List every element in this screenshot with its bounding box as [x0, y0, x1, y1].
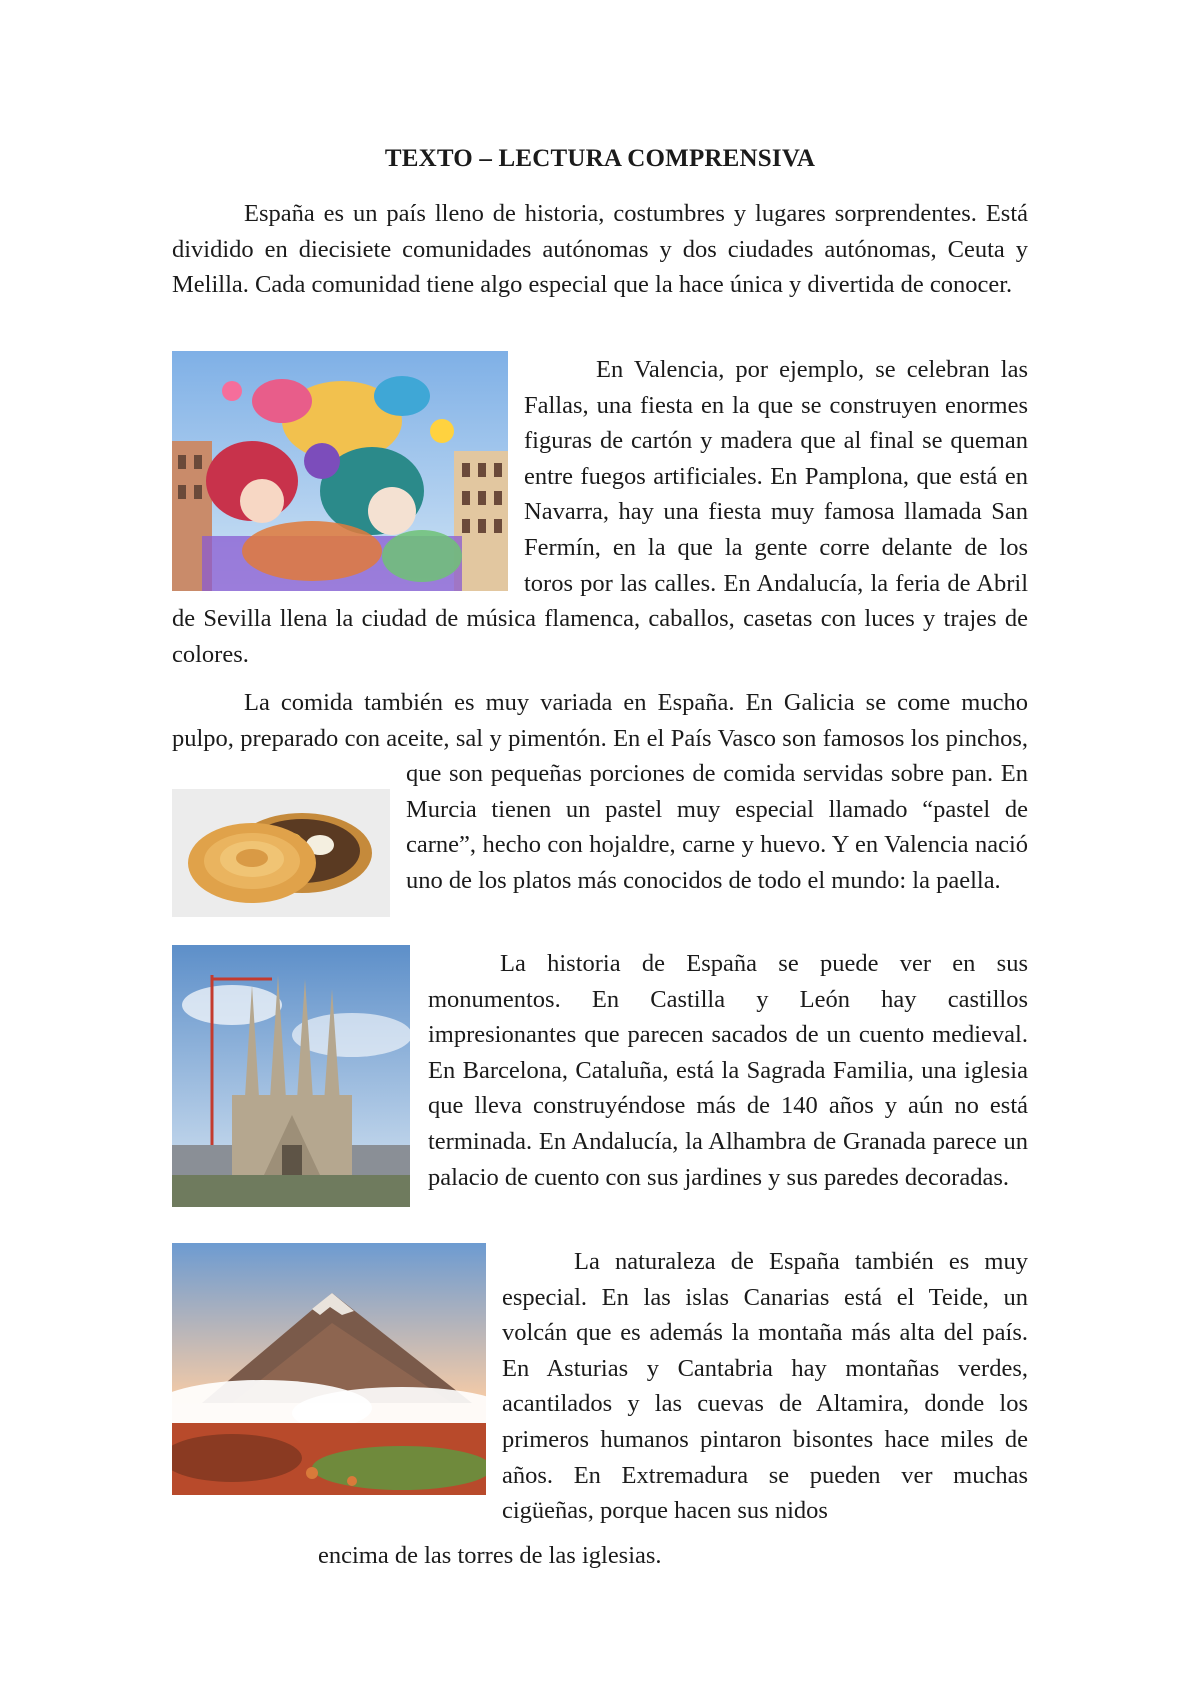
paragraph-naturaleza-last-line: encima de las torres de las iglesias. — [318, 1542, 662, 1569]
teide-photo — [172, 1243, 486, 1495]
fallas-photo — [172, 351, 508, 591]
paragraph-intro-text: España es un país lleno de historia, costumbres y lugares sorprendentes. Está dividido en diecisiete comunidades autónomas y dos ciudades autónomas, Ceuta y Melilla. Cada comunidad tiene algo especial que la hace única y divertida de conocer. — [172, 200, 1028, 299]
paragraph-naturaleza-text: La naturaleza de España también es muy especial. En las islas Canarias está el Teide, un volcán que es además la montaña más alta del país. En Asturias y Cantabria hay montañas verdes, acantilados y las cuevas de Altamira, donde los primeros humanos pintaron bisontes hace miles de años. En Extremadura se pueden ver muchas cigüeñas, porque hacen sus nidos — [502, 1248, 1028, 1525]
pastel-de-carne-photo — [172, 789, 390, 917]
fallas-image — [172, 351, 508, 591]
sagrada-familia-photo — [172, 945, 410, 1207]
paragraph-naturaleza — [172, 1244, 1028, 1529]
paragraph-intro — [172, 196, 1028, 303]
pastel-image — [172, 789, 390, 917]
paragraph-historia — [172, 946, 1028, 1207]
paragraph-historia-text: La historia de España se puede ver en sus monumentos. En Castilla y León hay castillos impresionantes que parecen sacados de un cuento medieval. En Barcelona, Cataluña, está la Sagrada Familia, una iglesia que lleva construyéndose más de 140 años y aún no está terminada. En Andalucía, la Alhambra de Granada parece un palacio de cuento con sus jardines y sus paredes decoradas. — [428, 950, 1028, 1191]
document-title: TEXTO – LECTURA COMPRENSIVA — [384, 145, 816, 172]
paragraph-comida-text: La comida también es muy variada en España. En Galicia se come mucho pulpo, preparado con aceite, sal y pimentón. En el País Vasco son famosos los pinchos, que son pequeñas porciones de comida servidas sobre pan. En Murcia tienen un pastel muy especial llamado “pastel de carne”, hecho con hojaldre, carne y huevo. Y en Valencia nació uno de los platos más conocidos de todo el mundo: la paella. — [172, 689, 1028, 894]
paragraph-fiestas — [172, 352, 1028, 672]
teide-image — [172, 1243, 486, 1495]
paragraph-fiestas-text: En Valencia, por ejemplo, se celebran las Fallas, una fiesta en la que se construyen enormes figuras de cartón y madera que al final se queman entre fuegos artificiales. En Pamplona, que está en Navarra, hay una fiesta muy famosa llamada San Fermín, en la que la gente corre delante de los toros por las calles. En Andalucía, la feria de Abril de Sevilla llena la ciudad de música flamenca, caballos, casetas con luces y trajes de colores. — [172, 356, 1028, 668]
paragraph-comida — [172, 685, 1028, 921]
sagrada-image — [172, 945, 410, 1207]
